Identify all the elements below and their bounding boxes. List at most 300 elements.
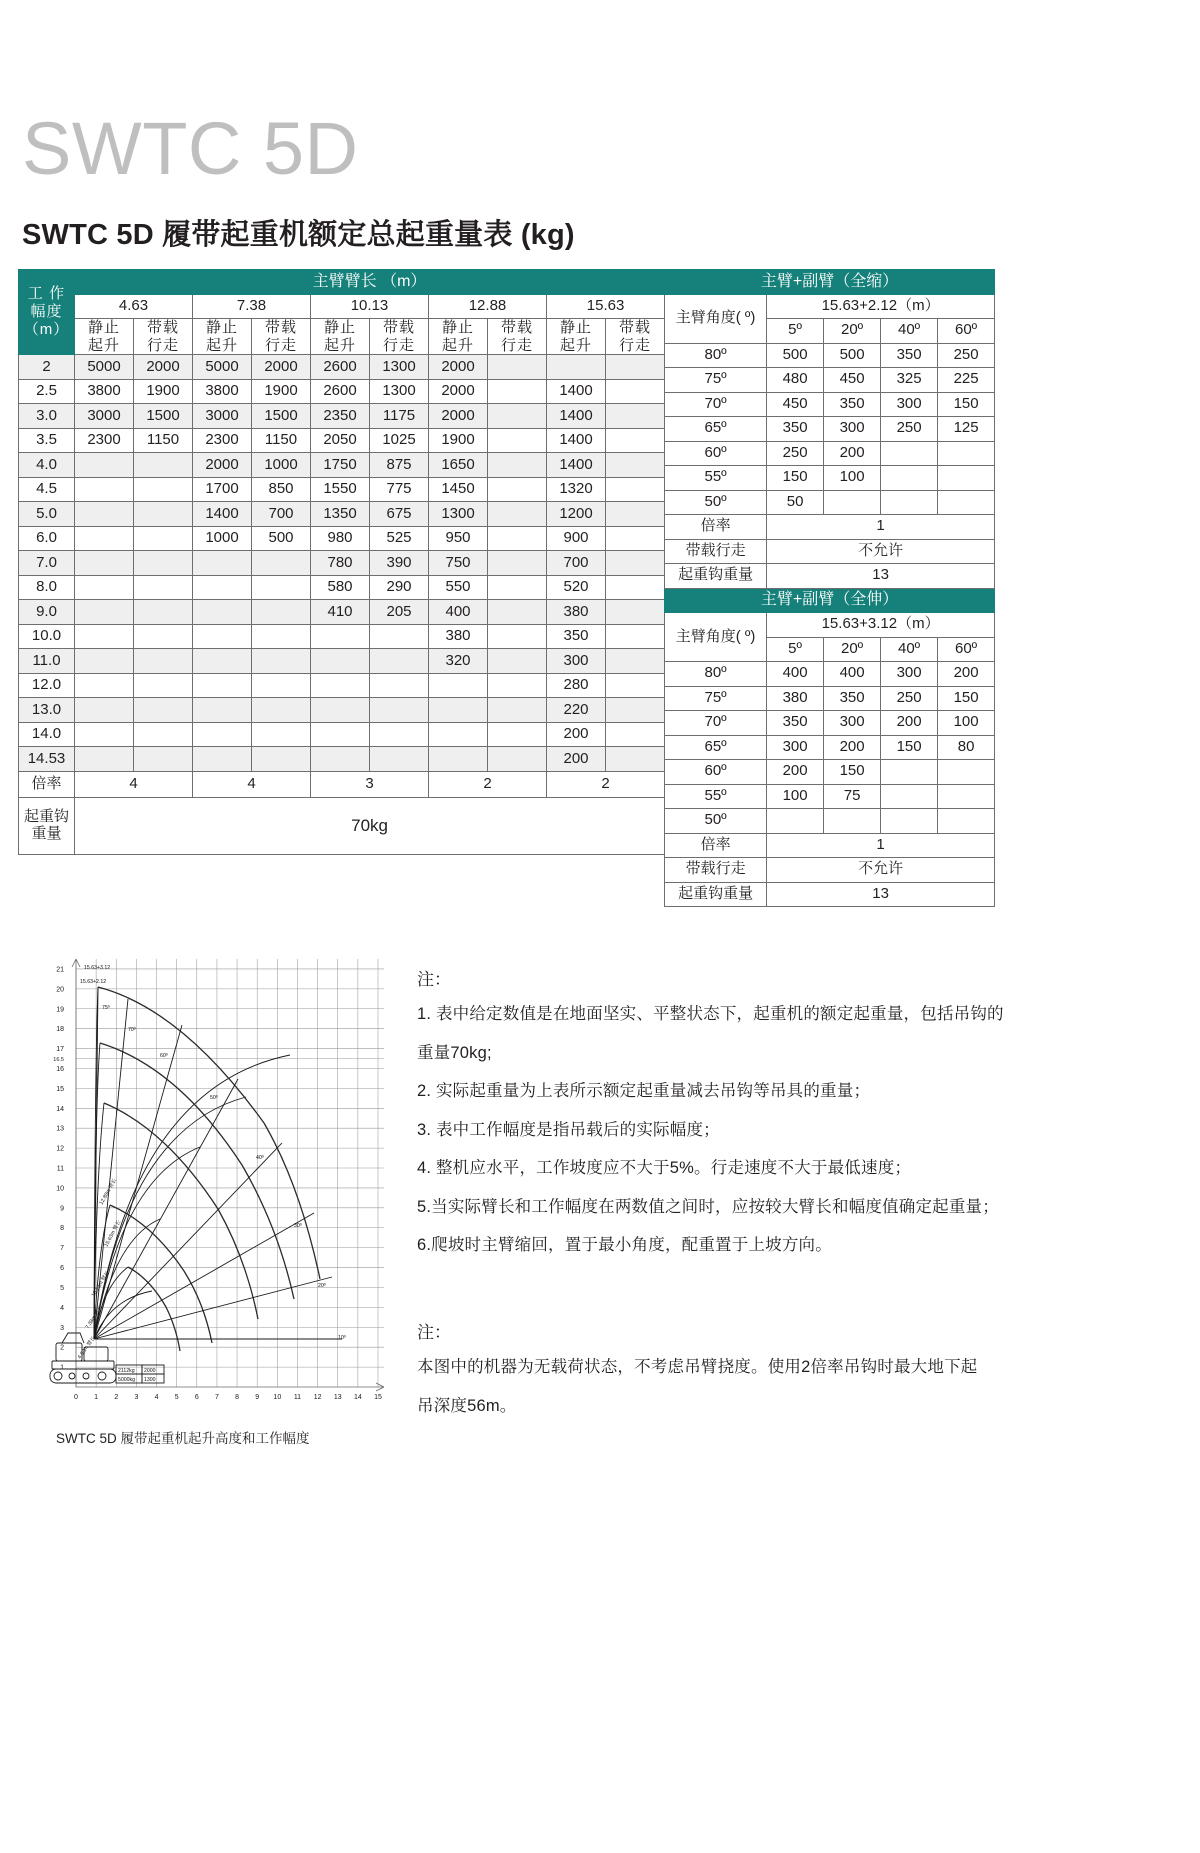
svg-text:12.88m 臂长: 12.88m 臂长 (98, 1177, 119, 1206)
y-axis-tick-label: 3 (60, 1324, 64, 1332)
y-axis-tick-label: 12 (56, 1145, 64, 1153)
svg-text:2112kg: 2112kg (118, 1368, 135, 1374)
capacity-cell: 200 (547, 722, 606, 747)
jib-capacity-cell (767, 809, 824, 834)
capacity-cell (193, 673, 252, 698)
table-row (19, 722, 665, 747)
capacity-cell (134, 502, 193, 527)
svg-text:15.63+3.12: 15.63+3.12 (84, 965, 111, 971)
table-row (665, 343, 995, 368)
table-row (665, 392, 995, 417)
x-axis-tick-label: 13 (333, 1394, 342, 1401)
capacity-cell (606, 551, 665, 576)
capacity-cell: 1900 (134, 379, 193, 404)
jib-capacity-cell: 200 (824, 441, 881, 466)
hook-weight-value: 70kg (75, 797, 665, 854)
capacity-cell: 980 (311, 526, 370, 551)
capacity-cell (134, 600, 193, 625)
jib-capacity-cell: 250 (767, 441, 824, 466)
boom-angle-value: 75º (665, 368, 767, 393)
radius-value: 7.0 (19, 551, 75, 576)
table-row (665, 809, 995, 834)
capacity-cell: 675 (370, 502, 429, 527)
svg-text:5000kg: 5000kg (118, 1377, 136, 1383)
x-axis-tick-label: 10 (273, 1394, 282, 1401)
radius-value: 2.5 (19, 379, 75, 404)
capacity-cell (429, 673, 488, 698)
svg-text:50º: 50º (210, 1095, 218, 1101)
radius-value: 3.0 (19, 404, 75, 429)
svg-text:4.63m 臂长: 4.63m 臂长 (76, 1335, 98, 1361)
capacity-cell (252, 722, 311, 747)
capacity-cell: 280 (547, 673, 606, 698)
table-row (665, 686, 995, 711)
capacity-cell: 1400 (547, 379, 606, 404)
jib-capacity-cell (938, 466, 995, 491)
y-axis-tick-label: 8 (60, 1225, 64, 1233)
x-axis-tick-label: 3 (134, 1394, 139, 1401)
jib-capacity-cell (881, 809, 938, 834)
capacity-cell: 2300 (193, 428, 252, 453)
table-row (665, 441, 995, 466)
capacity-cell (488, 747, 547, 772)
notes-1-heading: 注： (417, 970, 451, 989)
jib-capacity-cell: 450 (824, 368, 881, 393)
capacity-cell: 1000 (193, 526, 252, 551)
y-axis-tick-label: 4 (60, 1304, 64, 1312)
table-row (665, 784, 995, 809)
boom-length-row (19, 294, 665, 319)
capacity-cell (370, 698, 429, 723)
capacity-cell (606, 379, 665, 404)
svg-text:15.63m 臂长: 15.63m 臂长 (103, 1219, 123, 1248)
y-axis-tick-label: 11 (56, 1165, 64, 1173)
boom-angle-value: 70º (665, 711, 767, 736)
jib-capacity-cell (938, 441, 995, 466)
capacity-cell: 2000 (429, 404, 488, 429)
capacity-cell: 1700 (193, 477, 252, 502)
footer-label: 起重钩重量 (665, 882, 767, 907)
boom-angle-value: 60º (665, 441, 767, 466)
jib-extended-column-3: 60º (938, 637, 995, 662)
capacity-cell: 850 (252, 477, 311, 502)
jib-retracted-config: 15.63+2.12（m） (767, 294, 995, 319)
svg-text:2000: 2000 (144, 1368, 156, 1374)
jib-capacity-cell: 450 (767, 392, 824, 417)
note-item: 2. 实际起重量为上表所示额定起重量减去吊钩等吊具的重量； (417, 1082, 871, 1101)
capacity-cell: 290 (370, 575, 429, 600)
capacity-cell: 2600 (311, 355, 370, 380)
svg-text:40º: 40º (256, 1155, 264, 1161)
capacity-cell (488, 502, 547, 527)
capacity-cell (429, 747, 488, 772)
capacity-cell (488, 428, 547, 453)
main-boom-table (18, 269, 665, 855)
capacity-cell (606, 649, 665, 674)
radius-value: 9.0 (19, 600, 75, 625)
capacity-cell: 1175 (370, 404, 429, 429)
jib-capacity-cell: 250 (881, 686, 938, 711)
capacity-cell: 2350 (311, 404, 370, 429)
y-axis-tick-label: 14 (56, 1105, 64, 1113)
x-axis-tick-label: 4 (154, 1394, 159, 1401)
condition-header: 静止 起升 (547, 319, 606, 355)
capacity-cell: 525 (370, 526, 429, 551)
boom-length-2: 10.13 (311, 294, 429, 319)
radius-value: 4.5 (19, 477, 75, 502)
figure-caption: SWTC 5D 履带起重机起升高度和工作幅度 (56, 1431, 310, 1446)
hook-weight-label: 起重钩 重量 (19, 797, 75, 854)
capacity-cell (311, 649, 370, 674)
jib-capacity-cell (881, 490, 938, 515)
y-axis-tick-label: 5 (60, 1284, 64, 1292)
radius-value: 11.0 (19, 649, 75, 674)
capacity-cell (429, 722, 488, 747)
table-row (19, 404, 665, 429)
capacity-cell: 1300 (429, 502, 488, 527)
capacity-cell (488, 355, 547, 380)
capacity-cell (75, 502, 134, 527)
capacity-cell: 520 (547, 575, 606, 600)
footer-value: 1 (767, 833, 995, 858)
x-axis-tick-label: 0 (74, 1394, 78, 1401)
notes-2-heading: 注： (417, 1322, 451, 1342)
condition-header: 带载 行走 (252, 319, 311, 355)
ratio-value-3: 2 (429, 771, 547, 797)
capacity-cell (193, 624, 252, 649)
note-item: 吊深度56m。 (417, 1396, 517, 1415)
capacity-cell (311, 747, 370, 772)
capacity-cell (252, 649, 311, 674)
capacity-cell (193, 551, 252, 576)
table-row (19, 453, 665, 478)
footer-label: 倍率 (665, 515, 767, 540)
load-chart-tables (18, 269, 1182, 907)
capacity-cell (488, 477, 547, 502)
y-axis-tick-label: 10 (56, 1185, 64, 1193)
condition-header: 带载 行走 (370, 319, 429, 355)
jib-capacity-cell: 350 (824, 686, 881, 711)
capacity-cell (311, 624, 370, 649)
capacity-cell (134, 698, 193, 723)
capacity-cell: 390 (370, 551, 429, 576)
capacity-cell: 900 (547, 526, 606, 551)
radius-value: 13.0 (19, 698, 75, 723)
jib-capacity-cell: 300 (881, 662, 938, 687)
capacity-cell (252, 673, 311, 698)
capacity-cell: 1500 (134, 404, 193, 429)
jib-extended-footer-row (665, 833, 995, 858)
jib-capacity-cell: 350 (881, 343, 938, 368)
table-row (19, 428, 665, 453)
capacity-cell (488, 551, 547, 576)
jib-capacity-cell (938, 490, 995, 515)
footer-label: 倍率 (665, 833, 767, 858)
svg-text:70º: 70º (128, 1027, 136, 1033)
svg-text:30º: 30º (294, 1223, 302, 1229)
capacity-cell (370, 649, 429, 674)
capacity-cell (429, 698, 488, 723)
boom-angle-value: 70º (665, 392, 767, 417)
capacity-cell (488, 722, 547, 747)
table-row (19, 575, 665, 600)
jib-retracted-column-0: 5º (767, 319, 824, 344)
capacity-cell: 400 (429, 600, 488, 625)
capacity-cell: 1300 (370, 355, 429, 380)
notes-spacer (417, 1272, 1177, 1318)
capacity-cell: 2000 (429, 355, 488, 380)
jib-retracted-title: 主臂+副臂（全缩） (665, 270, 995, 295)
capacity-cell: 780 (311, 551, 370, 576)
capacity-cell (488, 673, 547, 698)
capacity-cell (606, 404, 665, 429)
radius-value: 3.5 (19, 428, 75, 453)
jib-capacity-cell: 100 (938, 711, 995, 736)
lower-section (18, 947, 1182, 1447)
capacity-cell (75, 673, 134, 698)
capacity-cell (75, 600, 134, 625)
table-row (665, 368, 995, 393)
table-row (19, 502, 665, 527)
jib-capacity-cell: 350 (767, 711, 824, 736)
condition-header: 带载 行走 (134, 319, 193, 355)
capacity-cell (134, 526, 193, 551)
radius-value: 4.0 (19, 453, 75, 478)
radius-value: 14.53 (19, 747, 75, 772)
capacity-cell: 1550 (311, 477, 370, 502)
capacity-cell: 1400 (193, 502, 252, 527)
table-row (19, 698, 665, 723)
boom-length-4: 15.63 (547, 294, 665, 319)
capacity-cell (370, 673, 429, 698)
capacity-cell (488, 649, 547, 674)
capacity-cell (370, 747, 429, 772)
capacity-cell: 5000 (75, 355, 134, 380)
capacity-cell: 3800 (75, 379, 134, 404)
capacity-cell (75, 477, 134, 502)
boom-angle-value: 75º (665, 686, 767, 711)
ratio-row (19, 771, 665, 797)
condition-header: 带载 行走 (488, 319, 547, 355)
y-axis-tick-label: 19 (56, 1006, 64, 1014)
jib-capacity-cell: 75 (824, 784, 881, 809)
jib-capacity-cell (881, 760, 938, 785)
x-axis-tick-label: 1 (94, 1394, 99, 1401)
table-row (19, 477, 665, 502)
capacity-cell: 2600 (311, 379, 370, 404)
svg-text:15.63+2.12: 15.63+2.12 (80, 979, 107, 985)
jib-retracted-column-3: 60º (938, 319, 995, 344)
capacity-cell (75, 698, 134, 723)
capacity-cell (193, 747, 252, 772)
capacity-cell (488, 698, 547, 723)
jib-capacity-cell: 300 (824, 711, 881, 736)
capacity-cell: 1900 (429, 428, 488, 453)
capacity-cell (193, 649, 252, 674)
jib-capacity-cell (881, 466, 938, 491)
capacity-cell (370, 722, 429, 747)
jib-capacity-cell: 150 (938, 686, 995, 711)
svg-text:20º: 20º (318, 1283, 326, 1289)
jib-capacity-cell: 80 (938, 735, 995, 760)
radius-value: 5.0 (19, 502, 75, 527)
range-diagram (18, 947, 407, 1447)
ratio-value-0: 4 (75, 771, 193, 797)
main-table-group-header-row (19, 270, 665, 295)
capacity-cell (75, 649, 134, 674)
x-axis-tick-label: 8 (235, 1394, 240, 1401)
capacity-cell: 1400 (547, 428, 606, 453)
jib-capacity-cell: 400 (767, 662, 824, 687)
page-title: SWTC 5D 履带起重机额定总起重量表 (kg) (22, 219, 575, 251)
footer-value: 13 (767, 564, 995, 589)
boom-angle-value: 80º (665, 662, 767, 687)
jib-capacity-cell: 150 (938, 392, 995, 417)
capacity-cell: 700 (252, 502, 311, 527)
capacity-cell (134, 722, 193, 747)
jib-retracted-footer-row (665, 515, 995, 540)
table-row (19, 747, 665, 772)
boom-length-3: 12.88 (429, 294, 547, 319)
x-axis-tick-label: 14 (353, 1394, 362, 1401)
capacity-cell (606, 747, 665, 772)
table-row (665, 466, 995, 491)
capacity-cell (134, 551, 193, 576)
capacity-cell: 1750 (311, 453, 370, 478)
capacity-cell: 2000 (193, 453, 252, 478)
capacity-cell (134, 673, 193, 698)
jib-capacity-cell: 400 (824, 662, 881, 687)
jib-extended-title-row (665, 588, 995, 613)
jib-capacity-cell: 100 (824, 466, 881, 491)
capacity-cell (193, 722, 252, 747)
footer-label: 带载行走 (665, 539, 767, 564)
jib-capacity-cell (881, 784, 938, 809)
table-row (19, 624, 665, 649)
jib-extended-title: 主臂+副臂（全伸） (665, 588, 995, 613)
capacity-cell (606, 428, 665, 453)
y-axis-tick-label: 9 (60, 1205, 64, 1213)
capacity-cell (547, 355, 606, 380)
capacity-cell (606, 526, 665, 551)
table-row (19, 355, 665, 380)
y-axis-tick-label: 17 (56, 1046, 64, 1054)
jib-capacity-cell (938, 784, 995, 809)
capacity-cell: 580 (311, 575, 370, 600)
jib-extended-footer-row (665, 882, 995, 907)
condition-header: 静止 起升 (75, 319, 134, 355)
capacity-cell: 1320 (547, 477, 606, 502)
main-boom-group-header: 主臂臂长 （m） (75, 270, 665, 295)
radius-value: 8.0 (19, 575, 75, 600)
jib-extended-column-0: 5º (767, 637, 824, 662)
table-row (19, 379, 665, 404)
condition-header: 静止 起升 (311, 319, 370, 355)
x-axis-tick-label: 15 (374, 1394, 382, 1401)
svg-text:10º: 10º (338, 1335, 346, 1341)
note-item: 4. 整机应水平，工作坡度应不大于5%。行走速度不大于最低速度； (417, 1159, 912, 1178)
capacity-cell (75, 624, 134, 649)
capacity-cell (134, 477, 193, 502)
capacity-cell (606, 575, 665, 600)
table-row (665, 735, 995, 760)
table-row (19, 673, 665, 698)
ratio-value-1: 4 (193, 771, 311, 797)
capacity-cell (134, 649, 193, 674)
jib-capacity-cell: 150 (767, 466, 824, 491)
footer-value: 不允许 (767, 539, 995, 564)
radius-value: 6.0 (19, 526, 75, 551)
note-item: 3. 表中工作幅度是指吊载后的实际幅度； (417, 1120, 720, 1139)
capacity-cell (134, 453, 193, 478)
y-axis-tick-label: 7 (60, 1245, 64, 1253)
capacity-cell (252, 698, 311, 723)
x-axis-tick-label: 2 (114, 1394, 119, 1401)
table-row (19, 526, 665, 551)
capacity-cell: 1350 (311, 502, 370, 527)
capacity-cell: 3000 (193, 404, 252, 429)
jib-capacity-cell: 100 (767, 784, 824, 809)
table-row (665, 711, 995, 736)
capacity-cell: 1150 (134, 428, 193, 453)
jib-capacity-cell: 325 (881, 368, 938, 393)
jib-retracted-title-row (665, 270, 995, 295)
svg-text:7.38m 臂长: 7.38m 臂长 (84, 1305, 105, 1331)
capacity-cell (606, 673, 665, 698)
capacity-cell: 875 (370, 453, 429, 478)
capacity-cell (606, 502, 665, 527)
capacity-cell: 1150 (252, 428, 311, 453)
capacity-cell (311, 722, 370, 747)
capacity-cell (252, 551, 311, 576)
capacity-cell: 500 (252, 526, 311, 551)
capacity-cell (606, 698, 665, 723)
capacity-cell (134, 624, 193, 649)
condition-header: 带载 行走 (606, 319, 665, 355)
jib-capacity-cell (824, 809, 881, 834)
table-row (665, 490, 995, 515)
footer-label: 起重钩重量 (665, 564, 767, 589)
radius-value: 14.0 (19, 722, 75, 747)
table-row (19, 600, 665, 625)
boom-length-0: 4.63 (75, 294, 193, 319)
capacity-cell: 2300 (75, 428, 134, 453)
condition-header: 静止 起升 (429, 319, 488, 355)
jib-capacity-cell: 300 (767, 735, 824, 760)
jib-extended-config: 15.63+3.12（m） (767, 613, 995, 638)
capacity-cell: 1000 (252, 453, 311, 478)
jib-retracted-config-row (665, 294, 995, 319)
jib-capacity-cell: 500 (824, 343, 881, 368)
capacity-cell (193, 575, 252, 600)
capacity-cell (75, 551, 134, 576)
capacity-cell (311, 673, 370, 698)
x-axis-tick-label: 12 (313, 1394, 322, 1401)
capacity-cell: 220 (547, 698, 606, 723)
x-axis-tick-label: 5 (174, 1394, 179, 1401)
table-row (665, 417, 995, 442)
capacity-cell: 750 (429, 551, 488, 576)
x-axis-tick-label: 11 (293, 1394, 302, 1401)
jib-capacity-cell: 480 (767, 368, 824, 393)
jib-capacity-cell (938, 760, 995, 785)
capacity-cell: 2000 (134, 355, 193, 380)
capacity-cell (75, 526, 134, 551)
jib-capacity-cell: 380 (767, 686, 824, 711)
capacity-cell (252, 747, 311, 772)
capacity-cell: 550 (429, 575, 488, 600)
jib-capacity-cell: 125 (938, 417, 995, 442)
